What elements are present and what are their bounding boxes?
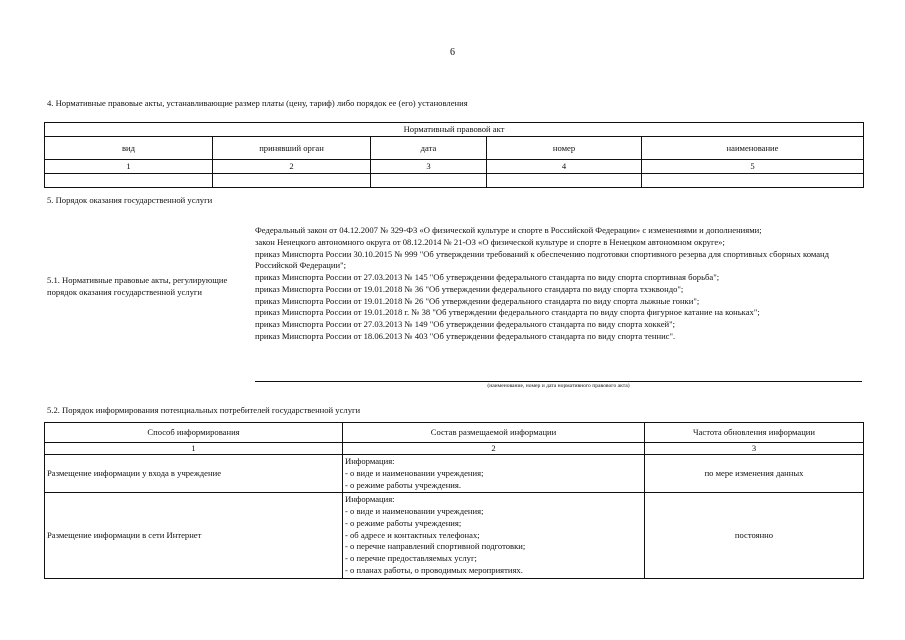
list-item: приказ Минспорта России 30.10.2015 № 999 "Об утверждении требований к обеспечению подготовки спортивного резерва для спортивных сборных команд Российской Федерации";	[255, 248, 830, 271]
list-item: - о перечне направлений спортивной подготовки;	[345, 541, 526, 552]
legal-acts-list	[255, 225, 860, 343]
list-item: приказ Минспорта России от 19.01.2018 № 36 "Об утверждении федерального стандарта по виду спорта тхэквондо";	[255, 283, 684, 294]
informing-method: Размещение информации у входа в учреждение	[45, 455, 343, 493]
list-item: - о виде и наименовании учреждения;	[345, 506, 484, 517]
informing-content	[343, 493, 645, 578]
column-number: 1	[45, 160, 213, 174]
column-header-number: номер	[487, 137, 642, 160]
informing-content	[343, 455, 645, 493]
column-number: 2	[213, 160, 371, 174]
column-number: 2	[343, 443, 645, 455]
table-group-header: Нормативный правовой акт	[45, 123, 864, 137]
list-item: - о перечне предоставляемых услуг;	[345, 553, 477, 564]
column-header-type: вид	[45, 137, 213, 160]
list-item: Информация:	[345, 456, 395, 466]
column-number: 1	[45, 443, 343, 455]
table-cell	[45, 174, 213, 188]
table-cell	[487, 174, 642, 188]
acts-caption: (наименование, номер и дата нормативного правового акта)	[487, 383, 630, 389]
list-item: приказ Минспорта России от 19.01.2018 г. № 38 "Об утверждении федерального стандарта по виду спорта фигурное катание на коньках";	[255, 307, 760, 318]
table-row	[45, 174, 864, 188]
informing-frequency: по мере изменения данных	[645, 455, 864, 493]
list-item: приказ Минспорта России от 27.03.2013 № 149 "Об утверждении федерального стандарта по виду спорта хоккей";	[255, 319, 676, 330]
table-row	[45, 493, 864, 578]
column-header-frequency: Частота обновления информации	[645, 423, 864, 443]
column-header-name: наименование	[642, 137, 864, 160]
informing-frequency: постоянно	[645, 493, 864, 578]
list-item: закон Ненецкого автономного округа от 08.12.2014 № 21-ОЗ «О физической культуре и спорте в Ненецком автономном округе»;	[255, 236, 725, 247]
column-header-authority: принявший орган	[213, 137, 371, 160]
column-header-content: Состав размещаемой информации	[343, 423, 645, 443]
section-5-heading: 5. Порядок оказания государственной услуги	[47, 195, 213, 205]
list-item: приказ Минспорта России от 19.01.2018 № 26 "Об утверждении федерального стандарта по виду спорта лыжные гонки";	[255, 295, 700, 306]
table-cell	[642, 174, 864, 188]
acts-underline	[255, 381, 862, 382]
column-number: 3	[371, 160, 487, 174]
section-4-heading: 4. Нормативные правовые акты, устанавливающие размер платы (цену, тариф) либо порядок ее (его) установления	[47, 98, 468, 108]
table-row	[45, 455, 864, 493]
table-cell	[371, 174, 487, 188]
column-header-method: Способ информирования	[45, 423, 343, 443]
legal-acts-table	[44, 122, 864, 188]
column-header-date: дата	[371, 137, 487, 160]
list-item: Информация:	[345, 494, 395, 505]
list-item: - о режиме работы учреждения;	[345, 517, 462, 528]
column-number: 3	[645, 443, 864, 455]
list-item: - о режиме работы учреждения.	[345, 479, 462, 490]
page-number: 6	[450, 47, 455, 58]
list-item: приказ Минспорта России от 27.03.2013 № 145 "Об утверждении федерального стандарта по виду спорта спортивная борьба";	[255, 272, 720, 283]
list-item: Федеральный закон от 04.12.2007 № 329-ФЗ «О физической культуре и спорте в Российской Федерации» с изменениями и дополнениями;	[255, 225, 762, 235]
table-cell	[213, 174, 371, 188]
column-number: 5	[642, 160, 864, 174]
section-5-2-heading: 5.2. Порядок информирования потенциальных потребителей государственной услуги	[47, 405, 361, 415]
list-item: - об адресе и контактных телефонах;	[345, 529, 480, 540]
list-item: приказ Минспорта России от 18.06.2013 № 403 "Об утверждении федерального стандарта по виду спорта теннис".	[255, 330, 676, 341]
list-item: - о виде и наименовании учреждения;	[345, 467, 484, 478]
informing-method: Размещение информации в сети Интернет	[45, 493, 343, 578]
list-item: - о планах работы, о проводимых мероприятиях.	[345, 564, 523, 575]
informing-table	[44, 422, 864, 579]
section-5-1-label: 5.1. Нормативные правовые акты, регулирующие порядок оказания государственной услуги	[47, 275, 228, 297]
column-number: 4	[487, 160, 642, 174]
